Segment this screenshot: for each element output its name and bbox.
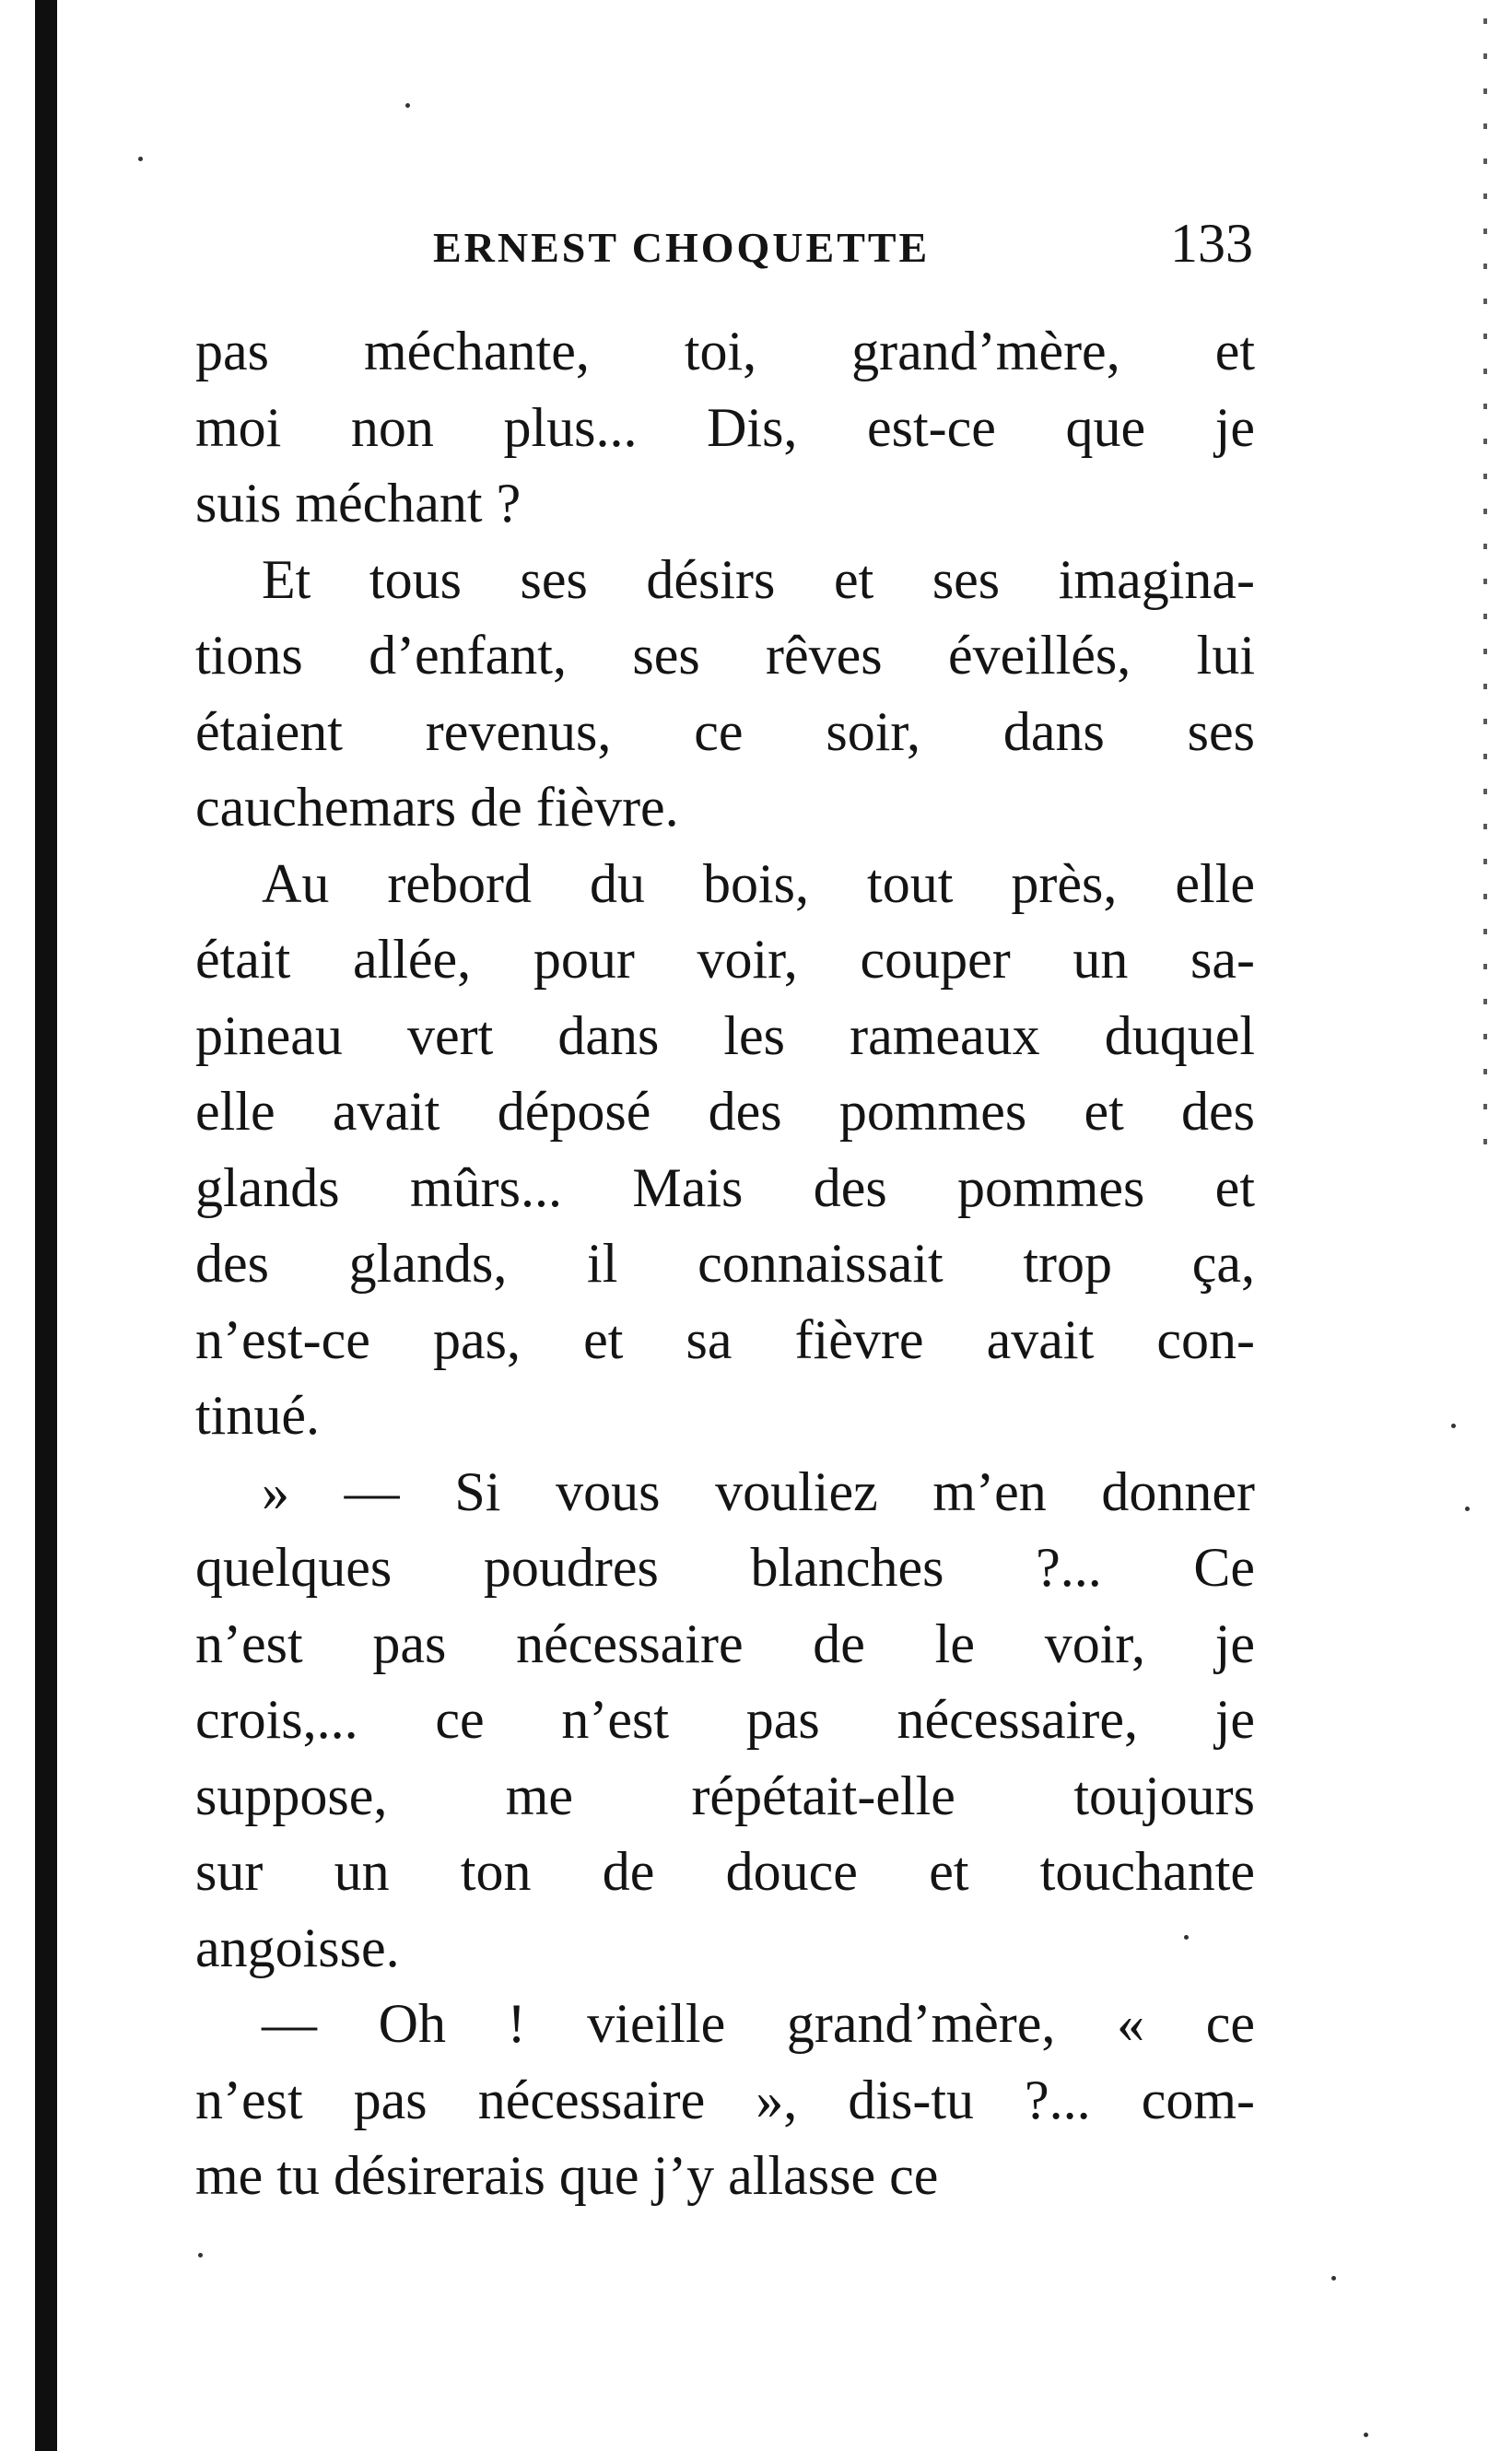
text-line: crois,... ce n’est pas nécessaire, je [195,1689,1255,1750]
text-line: Et tous ses désirs et ses imagina- [262,548,1255,610]
scan-speck [405,103,410,108]
text-line: angoisse. [195,1917,400,1978]
text-line: moi non plus... Dis, est-ce que je [195,396,1255,458]
scan-speck [198,2253,203,2258]
scan-speck [1465,1507,1470,1511]
scan-speck [1364,2433,1368,2437]
text-line: tinué. [195,1385,320,1446]
scan-speck [1331,2276,1336,2281]
scan-speck [1184,1935,1189,1940]
text-line: était allée, pour voir, couper un sa- [195,929,1255,990]
text-line: elle avait déposé des pommes et des [195,1081,1255,1142]
page-number: 133 [1170,213,1253,274]
text-line: » — Si vous vouliez m’en donner [262,1460,1255,1522]
page-edge-marks [1483,18,1487,1161]
text-line: n’est-ce pas, et sa fièvre avait con- [195,1308,1255,1370]
text-line: pas méchante, toi, grand’mère, et [195,321,1255,381]
text-line: étaient revenus, ce soir, dans ses [195,700,1255,762]
text-line: sur un ton de douce et touchante [195,1841,1255,1902]
text-line: — Oh ! vieille grand’mère, « ce [262,1993,1255,2054]
text-line: tions d’enfant, ses rêves éveillés, lui [195,625,1255,686]
scan-speck [138,157,143,161]
text-line: Au rebord du bois, tout près, elle [262,852,1255,914]
text-line: n’est pas nécessaire », dis-tu ?... com- [195,2069,1255,2130]
text-line: pineau vert dans les rameaux duquel [195,1004,1255,1066]
text-line: suppose, me répétait-elle toujours [195,1765,1255,1826]
text-line: me tu désirerais que j’y allasse ce [195,2145,939,2206]
running-head [203,212,1253,286]
text-line: quelques poudres blanches ?... Ce [195,1537,1255,1598]
scan-speck [1451,1424,1456,1428]
running-title: ERNEST CHOQUETTE [433,224,931,271]
text-line: des glands, il connaissait trop ça, [195,1233,1255,1294]
text-line: glands mûrs... Mais des pommes et [195,1156,1255,1218]
text-line: cauchemars de fièvre. [195,777,679,838]
binding-edge [35,0,57,2451]
text-line: suis méchant ? [195,473,522,534]
text-line: n’est pas nécessaire de le voir, je [195,1612,1255,1674]
body-text [195,313,1255,2214]
